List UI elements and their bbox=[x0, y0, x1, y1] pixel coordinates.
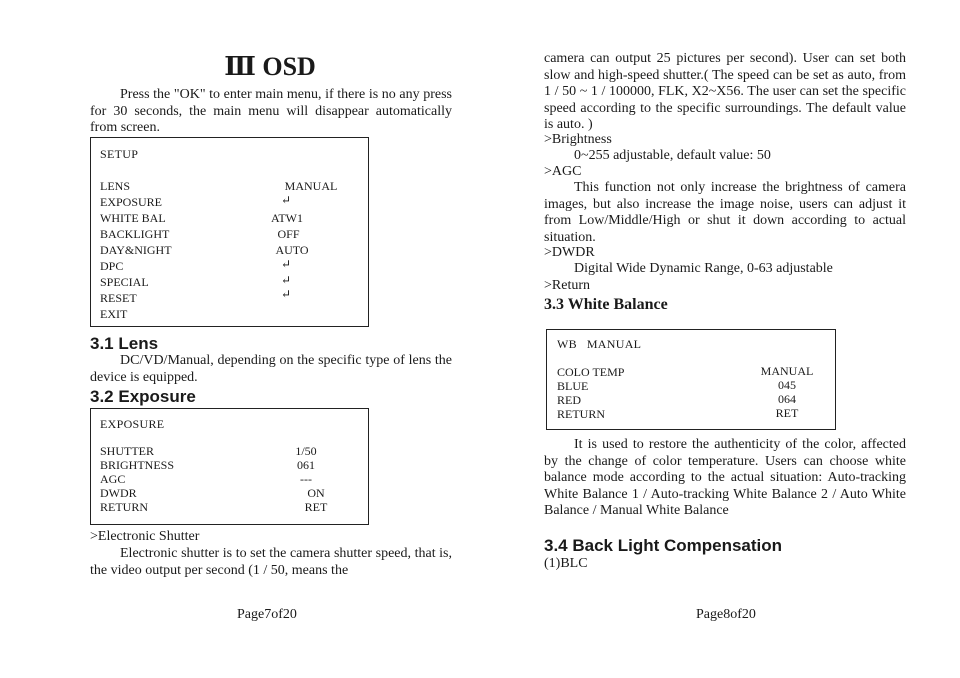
setup-row-label: EXPOSURE bbox=[100, 195, 163, 209]
intro-paragraph: Press the "OK" to enter main menu, if there is no any press for 30 seconds, the main menu will disappear automatically from screen. bbox=[90, 87, 452, 135]
setup-row-label: BACKLIGHT bbox=[100, 227, 170, 241]
wb-row-label: BLUE bbox=[557, 379, 589, 393]
section-3-1-heading: 3.1 Lens bbox=[90, 334, 159, 353]
wb-row-value: 064 bbox=[778, 392, 796, 406]
dwdr-heading: >DWDR bbox=[544, 245, 595, 260]
section-3-4-heading: 3.4 Back Light Compensation bbox=[544, 536, 783, 555]
white-balance-paragraph: It is used to restore the authenticity of the color, affected by the change of color temperature. Users can choose white balance mode according to the actual situation: Auto-tracking White Balance 1 / Auto-tracking White Balance 2 / Auto White Balance / Manual White Balance bbox=[544, 437, 906, 518]
wb-row-value: MANUAL bbox=[760, 364, 814, 378]
exposure-menu-header: EXPOSURE bbox=[100, 417, 165, 431]
agc-heading: >AGC bbox=[544, 164, 582, 179]
setup-row-label: EXIT bbox=[100, 307, 128, 321]
blc-item: (1)BLC bbox=[544, 556, 588, 571]
setup-row-label: WHITE BAL bbox=[100, 211, 166, 225]
wb-row-value: 045 bbox=[778, 378, 796, 392]
exposure-row-value: 061 bbox=[297, 458, 315, 472]
exposure-row-value: ON bbox=[307, 486, 325, 500]
wb-menu-box bbox=[546, 329, 836, 430]
section-3-2-heading: 3.2 Exposure bbox=[90, 387, 196, 406]
exposure-row-label: SHUTTER bbox=[100, 444, 154, 458]
brightness-heading: >Brightness bbox=[544, 132, 612, 147]
exposure-row-value: RET bbox=[304, 500, 328, 514]
enter-icon: ↵ bbox=[280, 273, 292, 287]
dwdr-paragraph: Digital Wide Dynamic Range, 0-63 adjustable bbox=[574, 261, 833, 276]
setup-row-label: DAY&NIGHT bbox=[100, 243, 172, 257]
exposure-row-label: BRIGHTNESS bbox=[100, 458, 175, 472]
exposure-row-value: --- bbox=[300, 472, 312, 486]
setup-row-label: LENS bbox=[100, 179, 130, 193]
agc-paragraph: This function not only increase the brightness of camera images, but also increase the image noise, users can adjust it from Low/Middle/High or shut it down according to actual situation. bbox=[544, 180, 906, 245]
wb-row-value: RET bbox=[775, 406, 799, 420]
return-heading: >Return bbox=[544, 278, 590, 293]
setup-row-label: RESET bbox=[100, 291, 137, 305]
wb-row-label: RETURN bbox=[557, 407, 605, 421]
setup-row-value: OFF bbox=[277, 227, 300, 241]
wb-row-label: RED bbox=[557, 393, 581, 407]
setup-row-label: SPECIAL bbox=[100, 275, 149, 289]
electronic-shutter-paragraph: Electronic shutter is to set the camera shutter speed, that is, the video output per second (1 / 50, means the bbox=[90, 546, 452, 578]
section-3-3-heading: 3.3 White Balance bbox=[544, 296, 668, 313]
wb-menu-header: WB MANUAL bbox=[557, 337, 642, 351]
setup-row-value: MANUAL bbox=[284, 179, 338, 193]
setup-menu-box bbox=[90, 137, 369, 327]
exposure-row-label: DWDR bbox=[100, 486, 137, 500]
right-page bbox=[480, 0, 960, 678]
exposure-row-value: 1/50 bbox=[295, 444, 317, 458]
page-footer-right: Page8of20 bbox=[696, 607, 756, 622]
wb-row-label: COLO TEMP bbox=[557, 365, 625, 379]
page-footer-left: Page7of20 bbox=[237, 607, 297, 622]
exposure-menu-box bbox=[90, 408, 369, 525]
enter-icon: ↵ bbox=[280, 193, 292, 207]
exposure-row-label: AGC bbox=[100, 472, 126, 486]
lens-paragraph: DC/VD/Manual, depending on the specific type of lens the device is equipped. bbox=[90, 353, 452, 385]
page-title: Ⅲ OSD bbox=[224, 52, 316, 81]
electronic-shutter-heading: >Electronic Shutter bbox=[90, 529, 200, 544]
brightness-paragraph: 0~255 adjustable, default value: 50 bbox=[574, 148, 771, 163]
setup-row-label: DPC bbox=[100, 259, 124, 273]
setup-row-value: ATW1 bbox=[271, 211, 303, 225]
setup-menu-header: SETUP bbox=[100, 147, 139, 161]
enter-icon: ↵ bbox=[280, 287, 292, 301]
setup-row-value: AUTO bbox=[275, 243, 309, 257]
exposure-row-label: RETURN bbox=[100, 500, 148, 514]
shutter-continuation-paragraph: camera can output 25 pictures per second). User can set both slow and high-speed shutter.( The speed can be set as auto, from 1 / 50 ~ 1 / 100000, FLK, X2~X56. The user can set the specific speed according to the specific surroundings. The default value is auto. ) bbox=[544, 51, 906, 132]
enter-icon: ↵ bbox=[280, 257, 292, 271]
